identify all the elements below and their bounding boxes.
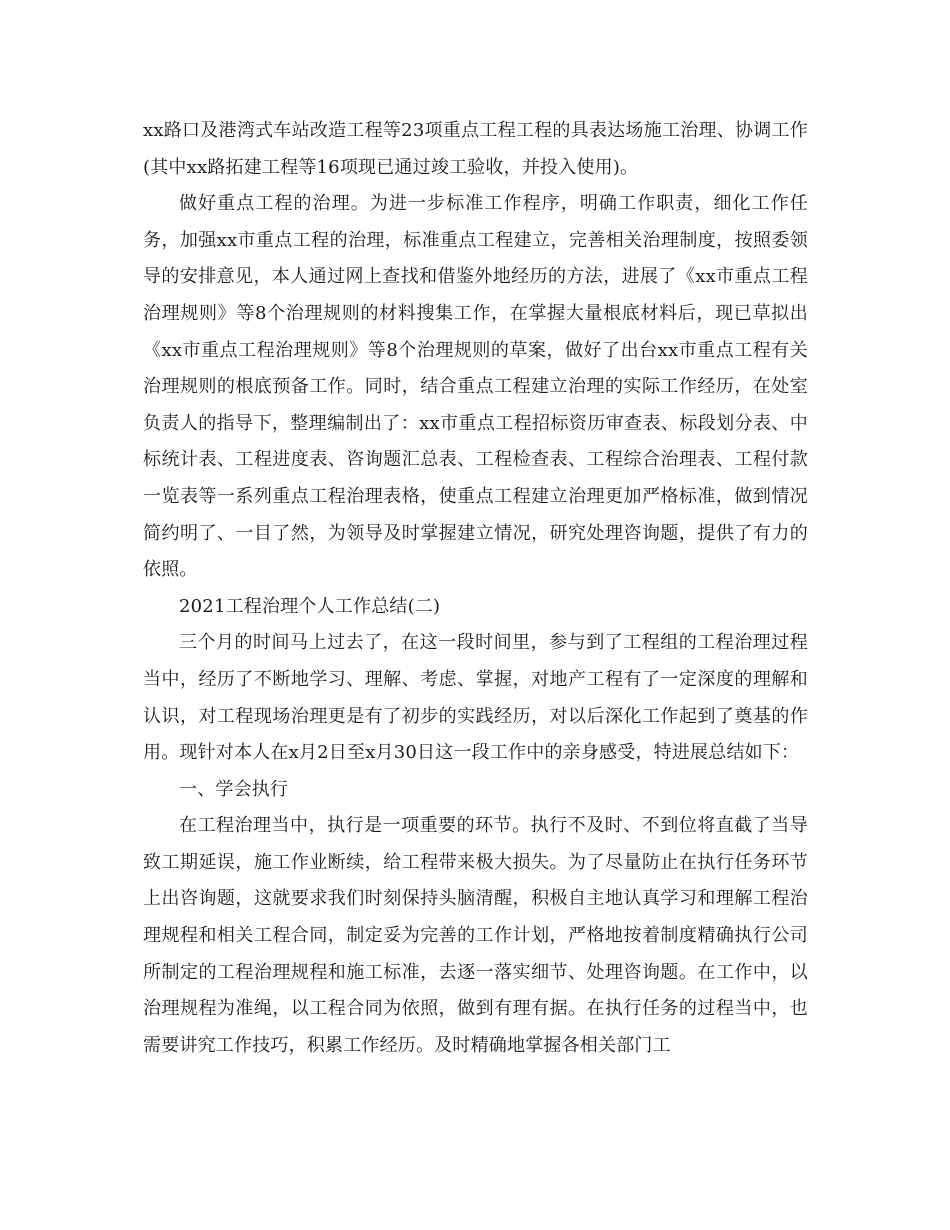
subheading-learn-to-execute: 一、学会执行 bbox=[179, 778, 289, 800]
paragraph-key-project-management: 做好重点工程的治理。为进一步标准工作程序，明确工作职责，细化工作任务，加强xx市重点工程的治理，标准重点工程建立，完善相关治理制度，按照委领导的安排意见，本人通过网上查找和借鉴外地经历的方法，进展了《xx市重点工程治理规则》等8个治理规则的材料搜集工作，在掌握大量根底材料后，现已草拟出《xx市重点工程治理规则》等8个治理规则的草案，做好了出台xx市重点工程有关治理规则的根底预备工作。同时，结合重点工程建立治理的实际工作经历，在处室负责人的指导下，整理编制出了：xx市重点工程招标资历审查表、标段划分表、中标统计表、工程进度表、咨询题汇总表、工程检查表、工程综合治理表、工程付款一览表等一系列重点工程治理表格，使重点工程建立治理更加严格标准，做到情况简约明了、一目了然，为领导及时掌握建立情况，研究处理咨询题，提供了有力的依照。 bbox=[143, 193, 808, 581]
document-body bbox=[143, 113, 808, 1064]
paragraph-execution: 在工程治理当中，执行是一项重要的环节。执行不及时、不到位将直截了当导致工期延误，施工作业断续，给工程带来极大损失。为了尽量防止在执行任务环节上出咨询题，这就要求我们时刻保持头脑清醒，积极自主地认真学习和理解工程治理规程和相关工程合同，制定妥为完善的工作计划，严格地按着制度精确执行公司所制定的工程治理规程和施工标准，去逐一落实细节、处理咨询题。在工作中，以治理规程为准绳，以工程合同为依照，做到有理有据。在执行任务的过程当中，也需要讲究工作技巧，积累工作经历。及时精确地掌握各相关部门工 bbox=[143, 815, 808, 1056]
paragraph-three-months: 三个月的时间马上过去了，在这一段时间里，参与到了工程组的工程治理过程当中，经历了不断地学习、理解、考虑、掌握，对地产工程有了一定深度的理解和认识，对工程现场治理更是有了初步的实践经历，对以后深化工作起到了奠基的作用。现针对本人在x月2日至x月30日这一段工作中的亲身感受，特进展总结如下： bbox=[143, 632, 808, 764]
section-heading-summary-two: 2021工程治理个人工作总结(二) bbox=[179, 595, 441, 617]
paragraph-continuation: xx路口及港湾式车站改造工程等23项重点工程工程的具表达场施工治理、协调工作(其中xx路拓建工程等16项现已通过竣工验收，并投入使用)。 bbox=[143, 120, 808, 178]
